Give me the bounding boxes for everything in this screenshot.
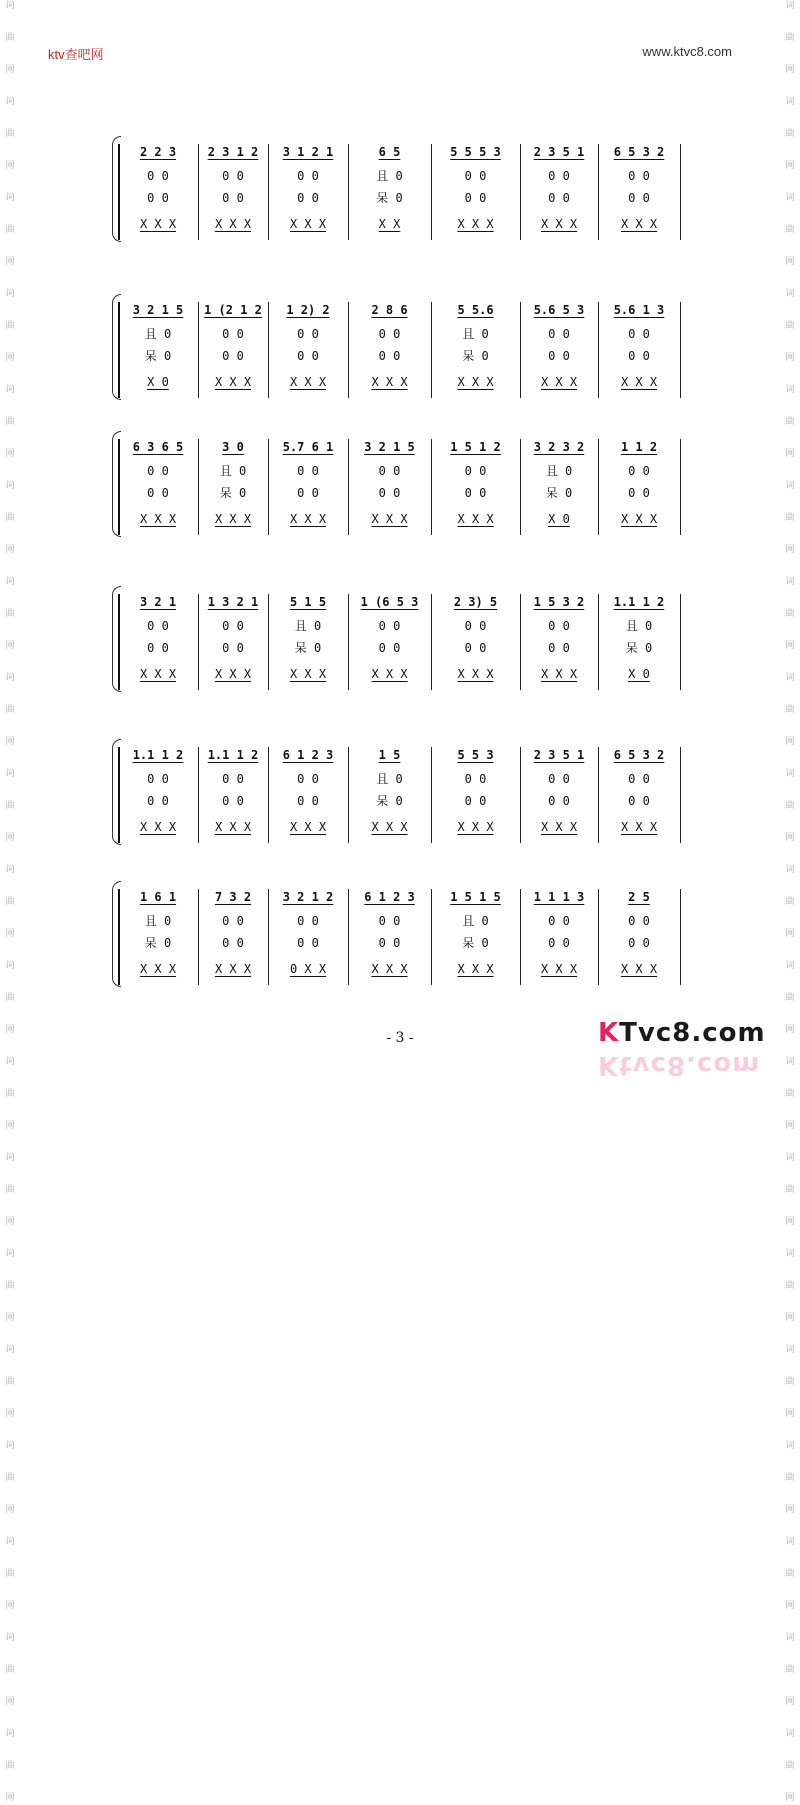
watermark-glyph: 词 [785, 385, 795, 395]
watermark-glyph: 网 [785, 545, 795, 555]
melody-notes: 5 5.6 [457, 303, 494, 317]
melody-notes: 5 1 5 [289, 595, 327, 609]
lyric-part-2: 呆 0 [376, 794, 403, 808]
watermark-glyph: 网 [5, 1697, 15, 1707]
watermark-glyph: 词 [785, 1537, 795, 1547]
rhythm-pattern: X X X [139, 820, 177, 834]
lyric-part-2: 0 0 [628, 794, 650, 808]
watermark-glyph: 曲 [5, 225, 15, 235]
watermark-glyph: 曲 [5, 897, 15, 907]
melody-notes: 3 2 1 2 [282, 890, 334, 904]
watermark-glyph: 网 [785, 1601, 795, 1611]
watermark-glyph: 网 [5, 641, 15, 651]
watermark-glyph: 网 [785, 1505, 795, 1515]
melody-notes: 2 3 5 1 [533, 748, 585, 762]
rhythm-pattern: X X X [371, 667, 408, 681]
rhythm-pattern: X X X [620, 375, 658, 389]
watermark-glyph: 词 [785, 1345, 795, 1355]
lyric-part-1: 0 0 [548, 169, 570, 183]
rhythm-pattern: X X X [457, 217, 494, 231]
watermark-glyph: 词 [5, 673, 15, 683]
rhythm-pattern: X X X [214, 375, 252, 389]
lyric-part-1: 且 0 [625, 619, 653, 633]
watermark-glyph: 曲 [785, 1761, 795, 1771]
melody-notes: 2 3 1 2 [207, 145, 259, 159]
watermark-glyph: 曲 [785, 321, 795, 331]
watermark-glyph: 曲 [785, 33, 795, 43]
lyric-part-2: 呆 0 [545, 486, 573, 500]
watermark-glyph: 曲 [5, 1089, 15, 1099]
rhythm-pattern: X X X [214, 512, 252, 526]
watermark-glyph: 网 [5, 1313, 15, 1323]
lyric-part-1: 0 0 [548, 772, 570, 786]
logo-text: Tvc8.com [619, 1018, 766, 1048]
lyric-part-2: 0 0 [628, 349, 650, 363]
lyric-part-1: 0 0 [628, 464, 650, 478]
watermark-glyph: 词 [5, 385, 15, 395]
watermark-glyph: 网 [5, 545, 15, 555]
watermark-glyph: 网 [5, 449, 15, 459]
watermark-glyph: 词 [5, 1537, 15, 1547]
watermark-glyph: 网 [785, 353, 795, 363]
watermark-glyph: 曲 [785, 801, 795, 811]
lyric-part-1: 且 0 [376, 772, 403, 786]
melody-notes: 1 1 1 3 [533, 890, 585, 904]
lyric-part-1: 0 0 [222, 169, 244, 183]
lyric-part-1: 且 0 [144, 327, 172, 341]
rhythm-pattern: X X X [289, 820, 327, 834]
lyric-part-1: 0 0 [147, 772, 169, 786]
watermark-glyph: 网 [5, 1505, 15, 1515]
lyric-part-1: 且 0 [294, 619, 322, 633]
watermark-glyph: 网 [785, 449, 795, 459]
lyric-part-2: 0 0 [548, 349, 570, 363]
watermark-glyph: 词 [785, 1441, 795, 1451]
lyric-part-2: 0 0 [548, 936, 570, 950]
lyric-part-2: 0 0 [464, 641, 487, 655]
watermark-glyph: 曲 [785, 1665, 795, 1675]
lyric-part-2: 0 0 [297, 486, 319, 500]
watermark-glyph: 网 [5, 1601, 15, 1611]
lyric-part-2: 0 0 [378, 486, 401, 500]
watermark-glyph: 网 [5, 1409, 15, 1419]
watermark-glyph: 曲 [5, 1473, 15, 1483]
melody-notes: 2 5 [628, 890, 650, 904]
lyric-part-1: 0 0 [464, 169, 487, 183]
lyric-part-2: 呆 0 [462, 936, 489, 950]
melody-notes: 6 1 2 3 [364, 890, 415, 904]
rhythm-pattern: X X [378, 217, 401, 231]
rhythm-pattern: X X X [214, 217, 252, 231]
melody-notes: 3 1 2 1 [282, 145, 334, 159]
watermark-glyph: 曲 [5, 513, 15, 523]
watermark-glyph: 曲 [5, 321, 15, 331]
watermark-glyph: 曲 [5, 705, 15, 715]
rhythm-pattern: X X X [139, 962, 177, 976]
watermark-glyph: 词 [5, 193, 15, 203]
watermark-glyph: 词 [5, 481, 15, 491]
rhythm-pattern: X X X [540, 667, 578, 681]
watermark-glyph: 词 [785, 1249, 795, 1259]
melody-notes: 6 3 6 5 [132, 440, 184, 454]
rhythm-pattern: X X X [371, 375, 408, 389]
watermark-glyph: 词 [5, 1729, 15, 1739]
watermark-glyph: 曲 [785, 1281, 795, 1291]
watermark-glyph: 词 [5, 1057, 15, 1067]
watermark-glyph: 曲 [785, 1473, 795, 1483]
watermark-glyph: 词 [785, 769, 795, 779]
melody-notes: 1 5 [378, 748, 401, 762]
watermark-glyph: 词 [5, 865, 15, 875]
rhythm-pattern: X X X [289, 667, 327, 681]
watermark-glyph: 词 [785, 961, 795, 971]
melody-notes: 2 8 6 [371, 303, 408, 317]
rhythm-pattern: X 0 [147, 375, 169, 389]
melody-notes: 1 (2 1 2 [204, 303, 262, 317]
lyric-part-1: 0 0 [628, 169, 650, 183]
watermark-glyph: 网 [5, 1025, 15, 1035]
watermark-glyph: 曲 [785, 609, 795, 619]
watermark-glyph: 网 [785, 1025, 795, 1035]
watermark-glyph: 网 [5, 65, 15, 75]
watermark-glyph: 网 [5, 833, 15, 843]
watermark-glyph: 曲 [785, 417, 795, 427]
melody-notes: 5 5 5 3 [450, 145, 501, 159]
melody-notes: 6 5 3 2 [613, 748, 665, 762]
watermark-glyph: 词 [5, 1345, 15, 1355]
lyric-part-1: 0 0 [147, 619, 169, 633]
lyric-part-1: 0 0 [297, 327, 319, 341]
lyric-part-2: 0 0 [548, 191, 570, 205]
melody-notes: 3 0 [222, 440, 244, 454]
watermark-glyph: 网 [5, 1793, 15, 1803]
score-system [118, 425, 680, 535]
watermark-glyph: 词 [785, 193, 795, 203]
lyric-part-1: 且 0 [376, 169, 403, 183]
watermark-glyph: 词 [5, 1441, 15, 1451]
watermark-glyph: 网 [5, 1217, 15, 1227]
right-watermark-strip [782, 0, 798, 1803]
rhythm-pattern: X X X [457, 512, 494, 526]
lyric-part-1: 0 0 [378, 914, 401, 928]
lyric-part-1: 0 0 [378, 464, 401, 478]
lyric-part-2: 呆 0 [625, 641, 653, 655]
lyric-part-1: 且 0 [144, 914, 172, 928]
lyric-part-1: 且 0 [462, 914, 489, 928]
melody-notes: 7 3 2 [214, 890, 252, 904]
melody-notes: 3 2 1 5 [364, 440, 415, 454]
lyric-part-1: 0 0 [628, 914, 650, 928]
rhythm-pattern: X X X [457, 667, 494, 681]
lyric-part-2: 0 0 [378, 641, 401, 655]
watermark-glyph: 曲 [5, 1569, 15, 1579]
watermark-glyph: 词 [785, 1729, 795, 1739]
watermark-glyph: 曲 [5, 417, 15, 427]
lyric-part-2: 0 0 [222, 794, 244, 808]
watermark-glyph: 网 [785, 1697, 795, 1707]
lyric-part-1: 0 0 [297, 169, 319, 183]
lyric-part-1: 0 0 [222, 772, 244, 786]
melody-notes: 2 3) 5 [453, 595, 498, 609]
rhythm-pattern: X X X [457, 375, 494, 389]
watermark-glyph: 词 [785, 1633, 795, 1643]
lyric-part-1: 0 0 [464, 464, 487, 478]
lyric-part-2: 0 0 [147, 641, 169, 655]
watermark-glyph: 词 [5, 1249, 15, 1259]
watermark-glyph: 词 [5, 769, 15, 779]
lyric-part-2: 0 0 [222, 191, 244, 205]
lyric-part-1: 0 0 [548, 914, 570, 928]
rhythm-pattern: X X X [214, 820, 252, 834]
lyric-part-1: 0 0 [297, 914, 319, 928]
watermark-glyph: 词 [785, 1, 795, 11]
watermark-glyph: 曲 [5, 129, 15, 139]
watermark-glyph: 词 [5, 961, 15, 971]
watermark-glyph: 网 [5, 737, 15, 747]
lyric-part-2: 0 0 [147, 191, 169, 205]
rhythm-pattern: X X X [214, 962, 252, 976]
lyric-part-2: 0 0 [548, 794, 570, 808]
watermark-glyph: 网 [785, 1409, 795, 1419]
watermark-glyph: 网 [785, 737, 795, 747]
score-system [118, 733, 680, 843]
lyric-part-2: 0 0 [222, 641, 244, 655]
logo-k: K [598, 1018, 620, 1048]
watermark-glyph: 网 [785, 1217, 795, 1227]
watermark-glyph: 曲 [5, 1761, 15, 1771]
lyric-part-1: 0 0 [297, 772, 319, 786]
melody-notes: 2 2 3 [139, 145, 177, 159]
watermark-glyph: 网 [785, 65, 795, 75]
watermark-glyph: 词 [785, 289, 795, 299]
watermark-glyph: 曲 [5, 1377, 15, 1387]
watermark-glyph: 网 [785, 929, 795, 939]
rhythm-pattern: X X X [139, 217, 177, 231]
melody-notes: 3 2 1 5 [132, 303, 184, 317]
lyric-part-2: 0 0 [222, 349, 244, 363]
rhythm-pattern: X X X [540, 820, 578, 834]
rhythm-pattern: X X X [540, 217, 578, 231]
site-name-header[interactable]: ktv查吧网 [48, 47, 104, 62]
lyric-part-2: 呆 0 [219, 486, 247, 500]
melody-notes: 5 5 3 [457, 748, 494, 762]
lyric-part-2: 0 0 [147, 486, 169, 500]
lyric-part-2: 0 0 [297, 349, 319, 363]
watermark-glyph: 曲 [5, 1185, 15, 1195]
lyric-part-1: 且 0 [219, 464, 247, 478]
lyric-part-1: 0 0 [628, 772, 650, 786]
lyric-part-1: 0 0 [378, 619, 401, 633]
watermark-glyph: 词 [785, 577, 795, 587]
watermark-glyph: 网 [785, 641, 795, 651]
watermark-glyph: 曲 [5, 33, 15, 43]
logo-reflection: Ktvc8.com [598, 1050, 761, 1080]
watermark-glyph: 词 [5, 1633, 15, 1643]
lyric-part-2: 呆 0 [144, 349, 172, 363]
lyric-part-2: 呆 0 [294, 641, 322, 655]
watermark-glyph: 曲 [785, 513, 795, 523]
lyric-part-2: 0 0 [628, 936, 650, 950]
melody-notes: 1 6 1 [139, 890, 177, 904]
watermark-glyph: 曲 [5, 801, 15, 811]
rhythm-pattern: 0 X X [289, 962, 327, 976]
rhythm-pattern: X X X [457, 962, 494, 976]
lyric-part-2: 0 0 [464, 191, 487, 205]
watermark-glyph: 曲 [785, 1089, 795, 1099]
score-system [118, 875, 680, 985]
rhythm-pattern: X X X [289, 512, 327, 526]
lyric-part-2: 0 0 [628, 486, 650, 500]
melody-notes: 6 1 2 3 [282, 748, 334, 762]
rhythm-pattern: X X X [289, 217, 327, 231]
melody-notes: 1.1 1 2 [132, 748, 184, 762]
watermark-glyph: 词 [5, 1, 15, 11]
lyric-part-2: 0 0 [548, 641, 570, 655]
rhythm-pattern: X X X [289, 375, 327, 389]
rhythm-pattern: X 0 [628, 667, 650, 681]
melody-notes: 1 2) 2 [286, 303, 330, 317]
melody-notes: 1.1 1 2 [207, 748, 259, 762]
watermark-glyph: 词 [5, 97, 15, 107]
melody-notes: 5.6 5 3 [533, 303, 585, 317]
watermark-glyph: 曲 [5, 1281, 15, 1291]
rhythm-pattern: X X X [620, 962, 658, 976]
watermark-glyph: 曲 [785, 1569, 795, 1579]
rhythm-pattern: X X X [214, 667, 252, 681]
watermark-glyph: 网 [5, 1121, 15, 1131]
lyric-part-1: 且 0 [462, 327, 489, 341]
watermark-glyph: 曲 [785, 225, 795, 235]
lyric-part-1: 0 0 [628, 327, 650, 341]
lyric-part-1: 且 0 [545, 464, 573, 478]
watermark-glyph: 词 [5, 1153, 15, 1163]
rhythm-pattern: X X X [620, 820, 658, 834]
rhythm-pattern: X X X [371, 962, 408, 976]
lyric-part-1: 0 0 [548, 327, 570, 341]
lyric-part-1: 0 0 [548, 619, 570, 633]
page-number: - 3 - [386, 1030, 414, 1046]
watermark-glyph: 曲 [785, 705, 795, 715]
watermark-glyph: 网 [5, 353, 15, 363]
watermark-glyph: 网 [5, 929, 15, 939]
watermark-glyph: 词 [785, 1153, 795, 1163]
watermark-glyph: 网 [5, 257, 15, 267]
lyric-part-1: 0 0 [147, 464, 169, 478]
rhythm-pattern: X X X [371, 820, 408, 834]
lyric-part-2: 0 0 [147, 794, 169, 808]
score-system [118, 130, 680, 240]
site-logo [598, 1018, 766, 1080]
watermark-glyph: 曲 [785, 129, 795, 139]
watermark-glyph: 词 [5, 577, 15, 587]
lyric-part-2: 0 0 [464, 794, 487, 808]
melody-notes: 6 5 3 2 [613, 145, 665, 159]
lyric-part-2: 0 0 [222, 936, 244, 950]
site-url-header[interactable]: www.ktvc8.com [642, 44, 732, 59]
watermark-glyph: 网 [785, 257, 795, 267]
lyric-part-2: 0 0 [297, 794, 319, 808]
lyric-part-1: 0 0 [147, 169, 169, 183]
melody-notes: 5.7 6 1 [282, 440, 334, 454]
rhythm-pattern: X X X [139, 512, 177, 526]
watermark-glyph: 词 [785, 673, 795, 683]
rhythm-pattern: X 0 [548, 512, 570, 526]
lyric-part-1: 0 0 [464, 619, 487, 633]
rhythm-pattern: X X X [139, 667, 177, 681]
watermark-glyph: 曲 [785, 1377, 795, 1387]
rhythm-pattern: X X X [620, 217, 658, 231]
lyric-part-1: 0 0 [378, 327, 401, 341]
score-system [118, 288, 680, 398]
melody-notes: 1 5 3 2 [533, 595, 585, 609]
melody-notes: 2 3 5 1 [533, 145, 585, 159]
rhythm-pattern: X X X [540, 375, 578, 389]
score-system [118, 580, 680, 690]
rhythm-pattern: X X X [457, 820, 494, 834]
lyric-part-2: 呆 0 [376, 191, 403, 205]
rhythm-pattern: X X X [540, 962, 578, 976]
lyric-part-2: 0 0 [297, 936, 319, 950]
melody-notes: 6 5 [378, 145, 401, 159]
watermark-glyph: 网 [5, 161, 15, 171]
lyric-part-2: 0 0 [297, 191, 319, 205]
lyric-part-2: 呆 0 [144, 936, 172, 950]
melody-notes: 1 5 1 2 [450, 440, 501, 454]
melody-notes: 1 (6 5 3 [360, 595, 419, 609]
watermark-glyph: 网 [785, 1313, 795, 1323]
rhythm-pattern: X X X [371, 512, 408, 526]
lyric-part-2: 呆 0 [462, 349, 489, 363]
watermark-glyph: 曲 [5, 609, 15, 619]
watermark-glyph: 曲 [5, 1665, 15, 1675]
watermark-glyph: 曲 [785, 1185, 795, 1195]
melody-notes: 1 1 2 [620, 440, 658, 454]
watermark-glyph: 词 [785, 97, 795, 107]
watermark-glyph: 网 [785, 1121, 795, 1131]
watermark-glyph: 网 [785, 1793, 795, 1803]
watermark-glyph: 曲 [785, 897, 795, 907]
melody-notes: 1.1 1 2 [613, 595, 665, 609]
melody-notes: 3 2 1 [139, 595, 177, 609]
lyric-part-1: 0 0 [464, 772, 487, 786]
watermark-glyph: 网 [785, 161, 795, 171]
watermark-glyph: 词 [785, 1057, 795, 1067]
rhythm-pattern: X X X [620, 512, 658, 526]
melody-notes: 1 5 1 5 [450, 890, 501, 904]
lyric-part-2: 0 0 [464, 486, 487, 500]
watermark-glyph: 词 [5, 289, 15, 299]
watermark-glyph: 曲 [5, 993, 15, 1003]
lyric-part-1: 0 0 [222, 914, 244, 928]
lyric-part-2: 0 0 [628, 191, 650, 205]
melody-notes: 5.6 1 3 [613, 303, 665, 317]
lyric-part-2: 0 0 [378, 349, 401, 363]
watermark-glyph: 网 [785, 833, 795, 843]
lyric-part-2: 0 0 [378, 936, 401, 950]
left-watermark-strip [2, 0, 18, 1803]
watermark-glyph: 曲 [785, 993, 795, 1003]
melody-notes: 3 2 3 2 [533, 440, 585, 454]
lyric-part-1: 0 0 [222, 619, 244, 633]
watermark-glyph: 词 [785, 865, 795, 875]
watermark-glyph: 词 [785, 481, 795, 491]
lyric-part-1: 0 0 [222, 327, 244, 341]
melody-notes: 1 3 2 1 [207, 595, 259, 609]
lyric-part-1: 0 0 [297, 464, 319, 478]
